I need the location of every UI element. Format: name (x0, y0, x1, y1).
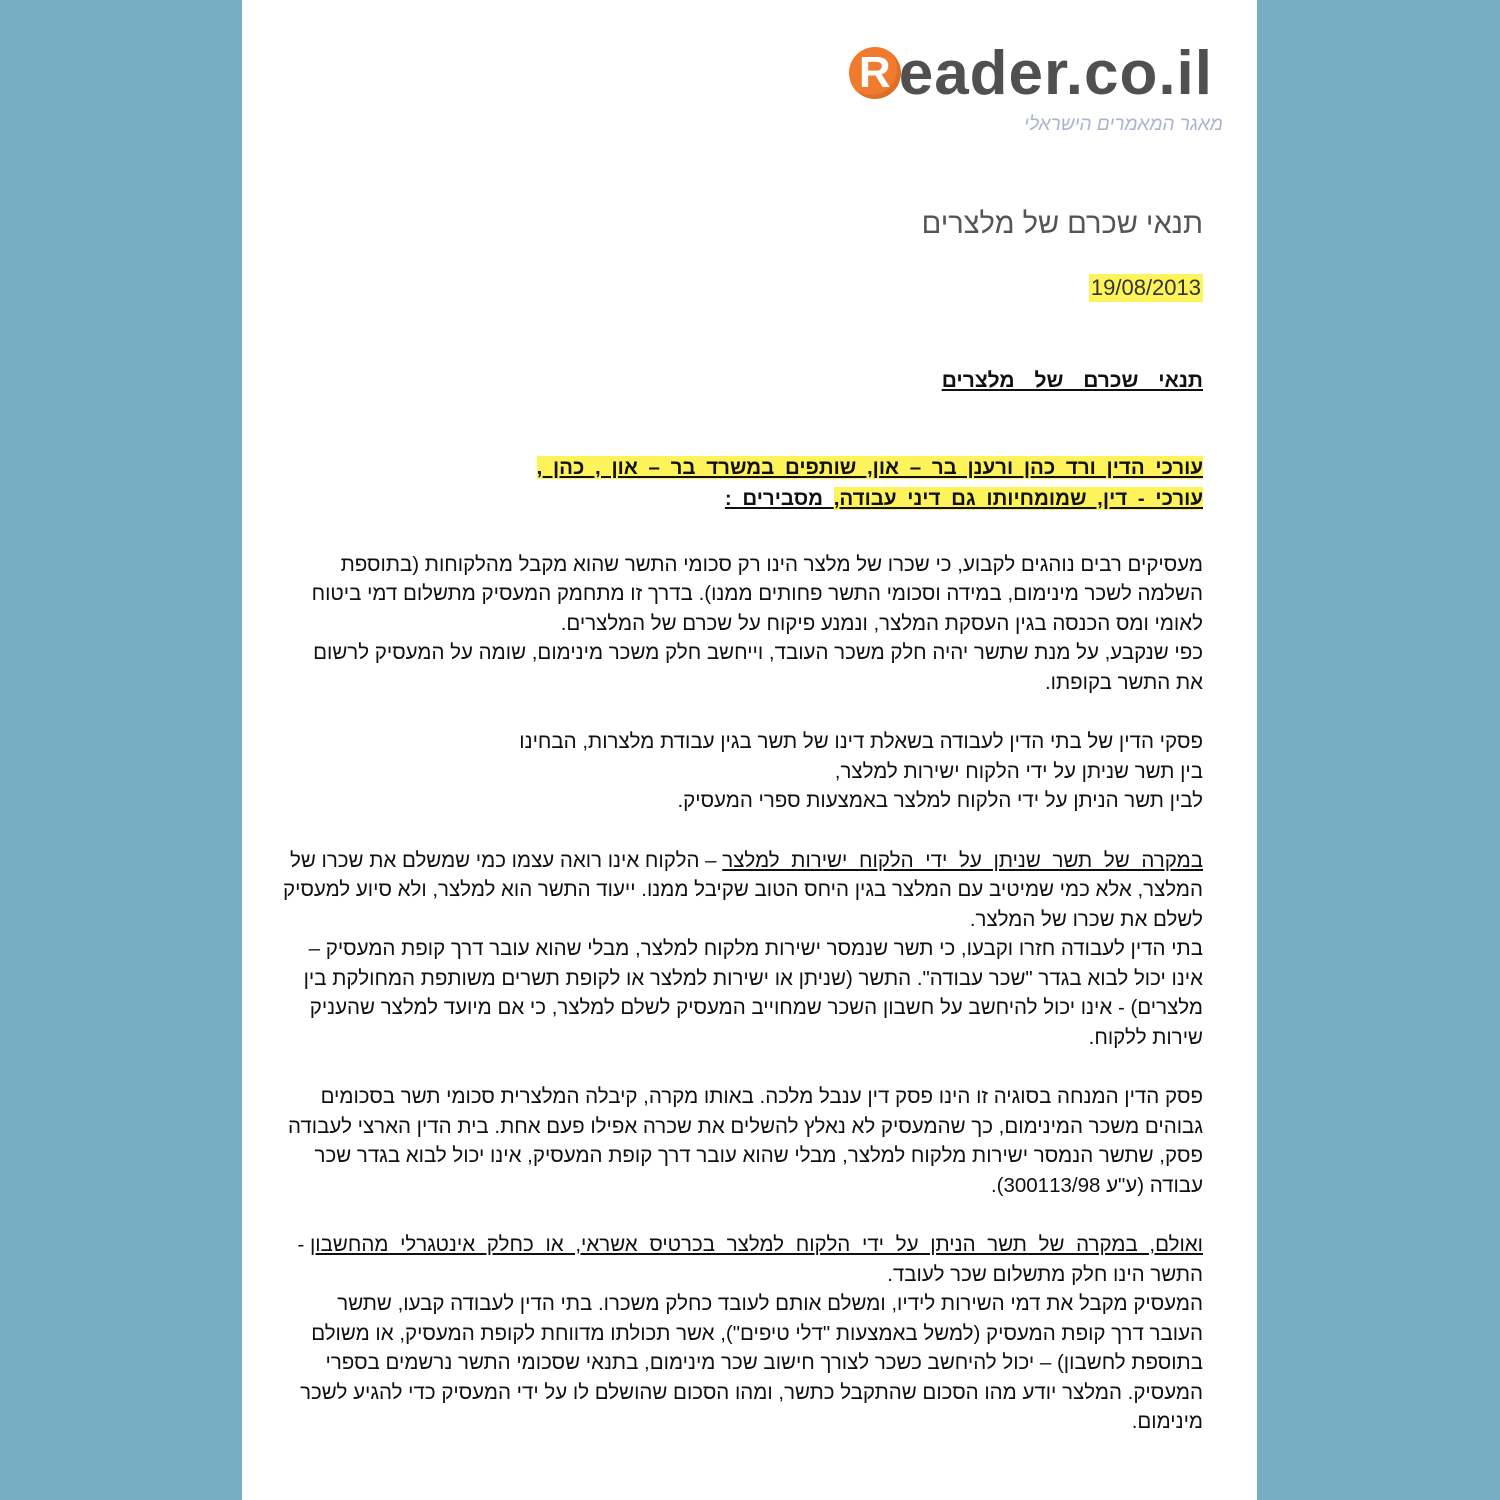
paragraph-3-underlined: במקרה של תשר שניתן על ידי הלקוח ישירות למלצר (722, 848, 1203, 872)
paragraph-3-rest: – הלקוח אינו רואה עצמו כמי שמשלם את שכרו של המלצר, אלא כמי שמיטיב עם המלצר בגין היחס הטוב שקיבל ממנו. ייעוד התשר הוא למלצר, ולא סיוע למעסיק לשלם את שכרו של המלצר. (283, 848, 1203, 931)
paragraph-2b-text: בין תשר שניתן על ידי הלקוח ישירות למלצר, (834, 759, 1203, 783)
paragraph-5a-text (283, 1230, 1203, 1289)
paragraph-3b-text: בתי הדין לעבודה חזרו וקבעו, כי תשר שנמסר ישירות מלקוח למלצר, מבלי שהוא עובר דרך קופת המעסיק – אינו יכול לבוא בגדר "שכר עבודה". התשר (שניתן או ישירות למלצר או לקופת תשרים משותפת המחולקת בין מלצרים) - אינו יכול להיחשב על חשבון השכר שמחוייב המעסיק לשלם למלצר, כי אם מיועד למלצר שהעניק שירות ללקוח. (303, 937, 1203, 1049)
document-page (242, 0, 1257, 1500)
article-title: תנאי שכרם של מלצרים (921, 208, 1203, 240)
paragraph-4-text: פסק הדין המנחה בסוגיה זו הינו פסק דין ענבל מלכה. באותו מקרה, קיבלה המלצרית סכומי תשר בסכומים גבוהים משכר המינימום, כך שהמעסיק לא נאלץ להשלים את שכרה אפילו פעם אחת. בית הדין הארצי לעבודה פסק, שתשר הנמסר ישירות מלקוח למלצר, מבלי שהוא עובר דרך קופת המעסיק, אינו יכול לבוא בגדר שכר עבודה (ע"ע 300113/98). (288, 1085, 1203, 1197)
logo-r-icon: R (849, 47, 901, 99)
paragraph-5-rest: - התשר הינו חלק מתשלום שכר לעובד. (297, 1233, 1203, 1286)
paragraph-1 (283, 550, 1203, 698)
paragraph-3 (283, 846, 1203, 1053)
paragraph-5b-text: המעסיק מקבל את דמי השירות לידיו, ומשלם אותם לעובד כחלק משכרו. בתי הדין לעבודה קבעו, שתשר העובר דרך קופת המעסיק (למשל באמצעות "דלי טיפים"), אשר תכולתו מדווחת לקופת המעסיק, או משולם בתוספת לחשבון) – יכול להיחשב כשכר לצורך חישוב שכר מינימום, בתנאי שסכומי התשר נרשמים בספרי המעסיק. המלצר יודע מהו הסכום שהתקבל כתשר, ומהו הסכום שהושלם לו על ידי המעסיק כדי להגיע לשכר מינימום. (300, 1292, 1203, 1433)
article-date: 19/08/2013 (1090, 275, 1201, 300)
authors-tail: מסבירים : (724, 486, 834, 510)
paragraph-5 (283, 1230, 1203, 1437)
logo-text: eader.co.il (898, 38, 1213, 108)
paragraph-2a-text: פסקי הדין של בתי הדין לעבודה בשאלת דינו של תשר בגין עבודת מלצרות, הבחינו (519, 730, 1203, 753)
site-logo[interactable] (849, 38, 1213, 108)
paragraph-2 (283, 727, 1203, 816)
site-tagline: מאגר המאמרים הישראלי (1024, 114, 1223, 135)
authors-highlight: עורכי הדין ורד כהן ורענן בר – און, שותפים במשרד בר – און , כהן , עורכי - דין, שמומחיותו גם דיני עבודה, (536, 455, 1203, 510)
paragraph-4 (283, 1082, 1203, 1200)
article-heading: תנאי שכרם של מלצרים (941, 369, 1203, 392)
paragraph-2c-text: לבין תשר הניתן על ידי הלקוח למלצר באמצעות ספרי המעסיק. (677, 789, 1203, 812)
paragraph-1-text: מעסיקים רבים נוהגים לקבוע, כי שכרו של מלצר הינו רק סכומי התשר שהוא מקבל מהלקוחות (בתוספת השלמה לשכר מינימום, במידה וסכומי התשר פחותים ממנו). בדרך זו מתחמק המעסיק מתשלום דמי ביטוח לאומי ומס הכנסה בגין העסקת המלצר, ונמנע פיקוח על שכרם של המלצרים. (311, 552, 1203, 635)
article-body (283, 366, 1203, 1467)
paragraph-1b-text: כפי שנקבע, על מנת שתשר יהיה חלק משכר העובד, וייחשב חלק משכר מינימום, שומה על המעסיק לרשום את התשר בקופתו. (313, 641, 1203, 694)
paragraph-5-underlined: ואולם, במקרה של תשר הניתן על ידי הלקוח למלצר בכרטיס אשראי, או כחלק אינטגרלי מהחשבון (309, 1233, 1203, 1256)
paragraph-3a-text (283, 846, 1203, 935)
authors-intro (487, 452, 1203, 514)
